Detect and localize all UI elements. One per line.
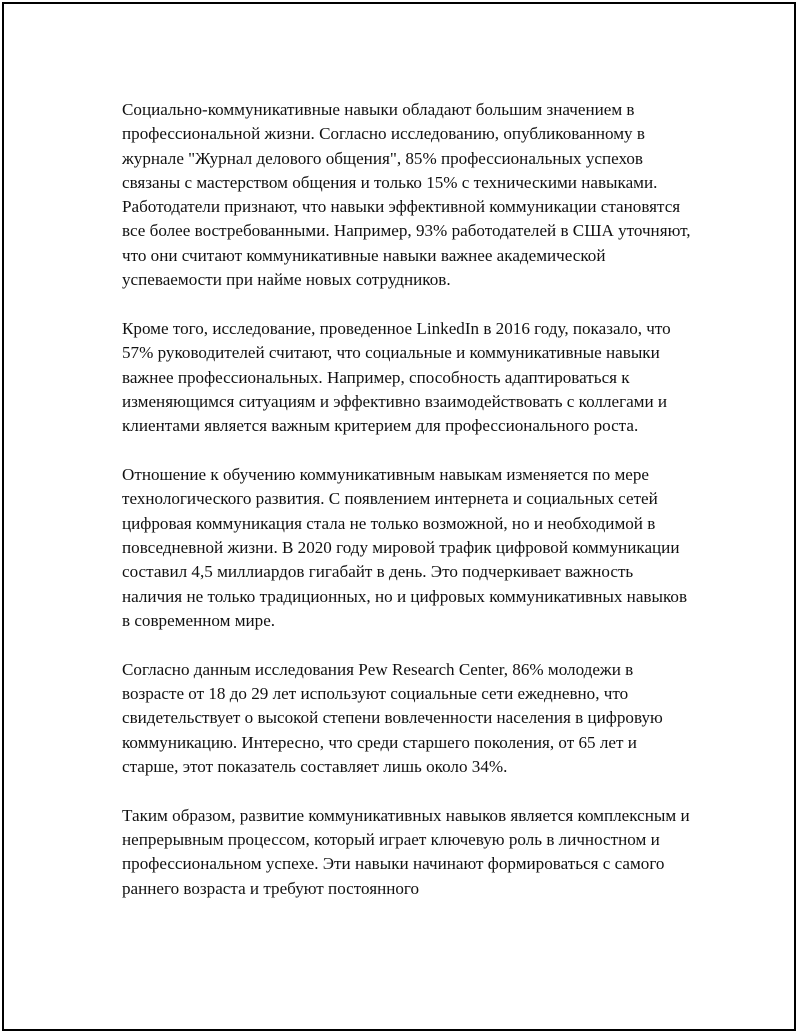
paragraph-4: Согласно данным исследования Pew Research Center, 86% молодежи в возрасте от 18 до 29 лет используют социальные сети ежедневно, что свидетельствует о высокой степени вовлеченности населения в цифровую коммуникацию. Интересно, что среди старшего поколения, от 65 лет и старше, этот показатель составляет лишь около 34%. [122,659,663,776]
paragraph-3: Отношение к обучению коммуникативным навыкам изменяется по мере технологического развития. С появлением интернета и социальных сетей цифровая коммуникация стала не только возможной, но и необходимой в повседневной жизни. В 2020 году мировой трафик цифровой коммуникации составил 4,5 миллиардов гигабайт в день. Это подчеркивает важность наличия не только традиционных, но и цифровых коммуникативных навыков в современном мире. [122,465,688,630]
paragraph-5: Таким образом, развитие коммуникативных навыков является комплексным и непрерывным процессом, который играет ключевую роль в личностном и профессиональном успехе. Эти навыки начинают формироваться с самого раннего возраста и требуют постоянного [122,805,690,898]
page-frame [2,2,796,1031]
paragraph-2: Кроме того, исследование, проведенное LinkedIn в 2016 году, показало, что 57% руководителей считают, что социальные и коммуникативные навыки важнее профессиональных. Например, способность адаптироваться к изменяющимся ситуациям и эффективно взаимодействовать с коллегами и клиентами является важным критерием для профессионального роста. [122,318,671,436]
paragraph-1: Социально-коммуникативные навыки обладают большим значением в профессиональной жизни. Согласно исследованию, опубликованному в журнале "Журнал делового общения", 85% профессиональных успехов связаны с мастерством общения и только 15% с техническими навыками. Работодатели признают, что навыки эффективной коммуникации становятся все более востребованными. Например, 93% работодателей в США уточняют, что они считают коммуникативные навыки важнее академической успеваемости при найме новых сотрудников. [122,100,691,290]
document-body [122,98,694,926]
